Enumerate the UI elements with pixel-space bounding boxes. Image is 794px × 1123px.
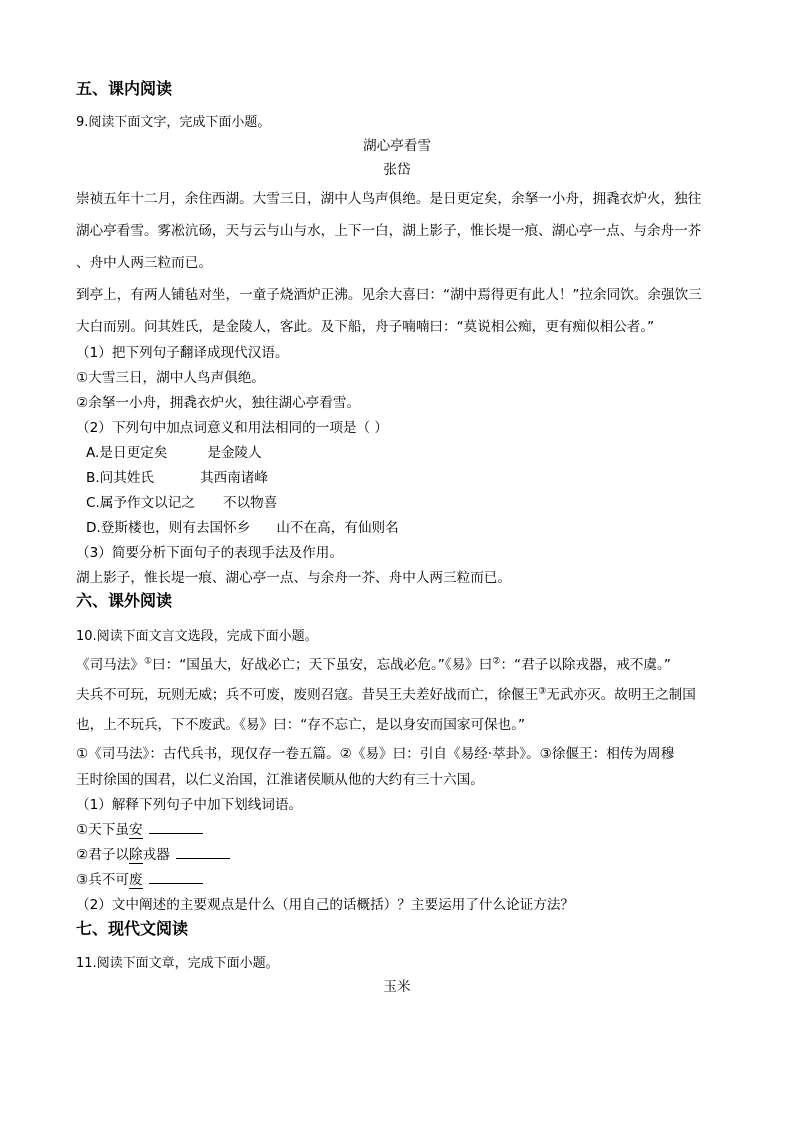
option-a-sentence-1: A.是日更定矣 — [86, 445, 168, 461]
text-run: ①天下虽 — [76, 822, 129, 838]
passage-line: 、舟中人两三粒而已。 — [76, 255, 212, 271]
passage-line: 湖心亭看雪。雾凇沆砀，天与云与山与水，上下一白，湖上影子，惟长堤一痕、湖心亭一点、与余舟一芥 — [76, 223, 702, 239]
option-d-sentence-2: 山不在高，有仙则名 — [276, 520, 399, 536]
text-run: ：“君子以除戎器，戒不虞。” — [500, 657, 671, 673]
underlined-word: 安 — [128, 822, 143, 838]
footnote-marker: ① — [143, 656, 153, 667]
sub-question-3: （3）简要分析下面句子的表现手法及作用。 — [76, 545, 343, 561]
text-run: ③兵不可 — [76, 872, 129, 888]
section-heading-7: 七、现代文阅读 — [76, 919, 189, 938]
text-run: ②君子以 — [76, 847, 129, 863]
question-9-prompt: 9.阅读下面文字，完成下面小题。 — [76, 115, 271, 130]
answer-blank[interactable] — [149, 871, 203, 884]
analysis-sentence: 湖上影子，惟长堤一痕、湖心亭一点、与余舟一芥、舟中人两三粒而已。 — [76, 570, 511, 586]
translate-item-1: ①大雪三日，湖中人鸟声俱绝。 — [76, 370, 265, 386]
text-run: 戎器 — [142, 847, 170, 863]
sub-question-1: （1）解释下列句子中加下划线词语。 — [76, 797, 303, 813]
translate-item-2: ②余拏一小舟，拥毳衣炉火，独往湖心亭看雪。 — [76, 395, 361, 411]
section-heading-6: 六、课外阅读 — [76, 591, 173, 610]
passage-author: 张岱 — [383, 162, 411, 178]
sub-question-2: （2）文中阐述的主要观点是什么（用自己的话概括）？主要运用了什么论证方法？ — [76, 897, 575, 913]
footnote-line: ①《司马法》：古代兵书，现仅存一卷五篇。②《易》曰：引自《易经·萃卦》。③徐偃王：相传为周穆 — [76, 746, 675, 762]
text-run: 无武亦灭。故明王之制国 — [546, 687, 696, 703]
option-c-sentence-1: C.属予作文以记之 — [86, 495, 195, 511]
word-item-1 — [76, 821, 736, 839]
question-11-prompt: 11.阅读下面文章，完成下面小题。 — [76, 956, 279, 971]
option-b — [86, 469, 746, 487]
word-item-2 — [76, 846, 736, 864]
footnote-line: 王时徐国的国君，以仁义治国，江淮诸侯顺从他的大约有三十六国。 — [76, 772, 484, 788]
sub-question-1: （1）把下列句子翻译成现代汉语。 — [76, 345, 289, 361]
option-c-sentence-2: 不以物喜 — [222, 495, 278, 511]
section-heading-5: 五、课内阅读 — [76, 79, 173, 98]
underlined-word: 废 — [128, 872, 143, 888]
passage-title: 湖心亭看雪 — [363, 138, 431, 154]
option-d — [86, 519, 746, 537]
option-c — [86, 494, 746, 512]
word-item-3 — [76, 871, 736, 889]
passage-line — [76, 656, 736, 674]
option-b-sentence-1: B.问其姓氏 — [86, 470, 155, 486]
question-10-prompt: 10.阅读下面文言文选段，完成下面小题。 — [76, 629, 318, 644]
answer-blank[interactable] — [149, 821, 203, 834]
footnote-marker: ③ — [538, 686, 547, 697]
option-d-sentence-1: D.登斯楼也，则有去国怀乡 — [86, 520, 251, 536]
passage-line — [76, 686, 736, 704]
underlined-word: 除 — [128, 847, 143, 863]
article-title: 玉米 — [383, 979, 411, 995]
answer-blank[interactable] — [176, 846, 230, 859]
option-a-sentence-2: 是金陵人 — [207, 445, 262, 461]
text-run: 《司马法》 — [76, 657, 144, 673]
text-run: 夫兵不可玩，玩则无威；兵不可废，废则召寇。昔吴王夫差好战而亡，徐偃王 — [76, 687, 539, 703]
option-a — [86, 444, 746, 462]
footnote-marker: ② — [492, 656, 501, 667]
option-b-sentence-2: 其西南诸峰 — [200, 470, 268, 486]
passage-line: 崇祯五年十二月，余住西湖。大雪三日，湖中人鸟声俱绝。是日更定矣，余拏一小舟，拥毳衣炉火，独往 — [76, 191, 702, 207]
passage-line: 到亭上，有两人铺毡对坐，一童子烧酒炉正沸。见余大喜曰：“湖中焉得更有此人！”拉余同饮。余强饮三 — [76, 287, 702, 303]
sub-question-2: （2）下列句中加点词意义和用法相同的一项是（ ） — [76, 420, 389, 436]
text-run: 曰：“国虽大，好战必亡；天下虽安，忘战必危。”《易》曰 — [152, 657, 493, 673]
passage-line: 大白而别。问其姓氏，是金陵人，客此。及下船，舟子喃喃曰：“莫说相公痴，更有痴似相公者。” — [76, 319, 655, 335]
passage-line: 也，上不玩兵，下不废武。《易》曰：“存不忘亡，是以身安而国家可保也。” — [76, 717, 526, 733]
